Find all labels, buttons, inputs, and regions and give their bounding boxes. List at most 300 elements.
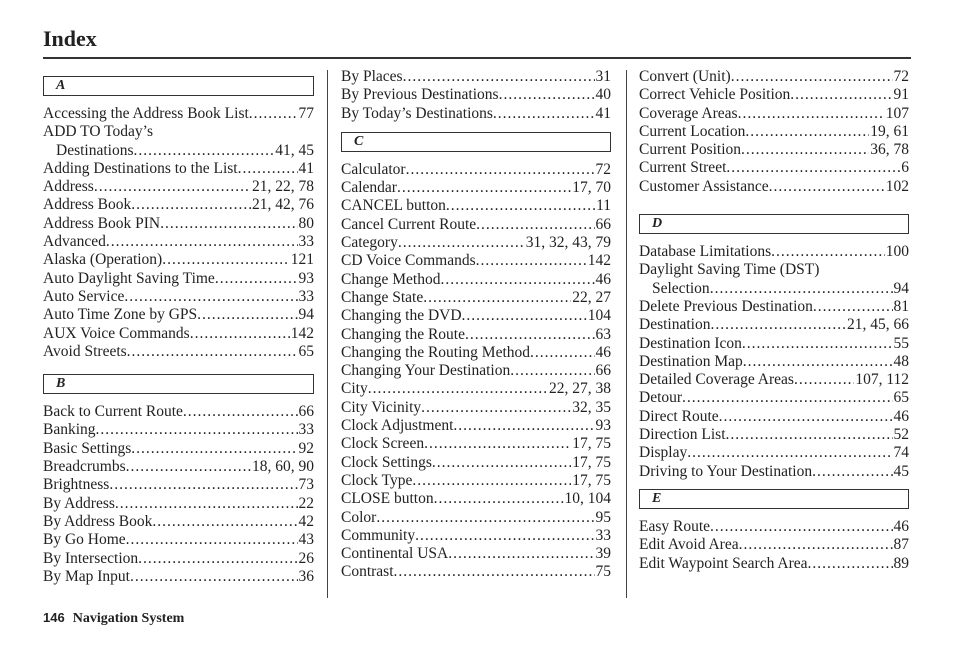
entry-pages: 10, 104 (564, 490, 611, 508)
index-entry (639, 426, 909, 444)
entry-term: Address Book PIN (43, 214, 161, 232)
entry-term: Clock Adjustment (341, 417, 454, 435)
entry-term: Display (639, 444, 688, 462)
entry-term: Direction List (639, 426, 726, 444)
page-title: Index (43, 26, 97, 51)
entry-pages: 121 (290, 251, 314, 269)
entry-term: By Address Book (43, 512, 153, 530)
index-entry (341, 179, 611, 197)
index-entry (639, 68, 909, 86)
dot-leader (741, 141, 869, 159)
dot-leader (162, 251, 290, 269)
entry-term: CLOSE button (341, 490, 434, 508)
entry-term: Clock Screen (341, 435, 425, 453)
section-b-entries (43, 403, 314, 586)
dot-leader (109, 476, 297, 494)
entry-term: Advanced (43, 233, 106, 251)
index-entry (639, 280, 909, 298)
entry-pages: 41 (595, 104, 611, 122)
section-header-d: D (639, 214, 909, 234)
column-divider (327, 70, 328, 598)
index-entry (43, 550, 314, 568)
dot-leader (421, 399, 571, 417)
entry-pages: 36, 78 (870, 141, 909, 159)
entry-pages: 65 (893, 389, 909, 407)
dot-leader (812, 463, 892, 481)
index-entry (43, 343, 314, 361)
entry-term: Back to Current Route (43, 403, 183, 421)
index-entry (43, 495, 314, 513)
entry-term: Community (341, 526, 416, 544)
entry-term: Destinations (56, 141, 134, 159)
section-b-continued-entries (341, 68, 611, 123)
entry-pages: 11 (596, 197, 611, 215)
index-entry (639, 555, 909, 573)
entry-term: Database Limitations (639, 243, 772, 261)
dot-leader (124, 288, 297, 306)
index-entry (341, 435, 611, 453)
dot-leader (739, 536, 893, 554)
entry-pages: 46 (595, 343, 611, 361)
index-entry (341, 197, 611, 215)
entry-pages: 46 (893, 407, 909, 425)
index-entry (341, 161, 611, 179)
index-entry (341, 68, 611, 86)
entry-term: Destination Icon (639, 334, 742, 352)
entry-pages: 36 (298, 567, 314, 585)
index-entry (639, 141, 909, 159)
dot-leader (476, 216, 594, 234)
index-entry (639, 261, 909, 279)
entry-pages: 95 (595, 508, 611, 526)
entry-term: Current Position (639, 141, 742, 159)
section-e-entries (639, 518, 909, 573)
entry-term: ADD TO Today’s (43, 123, 154, 141)
entry-term: Accessing the Address Book List (43, 105, 249, 122)
entry-term: Breadcrumbs (43, 458, 126, 476)
dot-leader (771, 243, 885, 261)
dot-leader (406, 161, 595, 179)
entry-pages: 142 (290, 324, 314, 342)
entry-term: Change Method (341, 270, 441, 288)
entry-term: Auto Daylight Saving Time (43, 269, 215, 287)
dot-leader (794, 371, 854, 389)
dot-leader (813, 298, 893, 316)
entry-pages: 6 (901, 159, 909, 177)
dot-leader (94, 178, 251, 196)
entry-pages: 33 (298, 421, 314, 439)
entry-term: Changing the Routing Method (341, 343, 531, 361)
entry-pages: 22, 27, 38 (549, 380, 611, 398)
dot-leader (424, 435, 571, 453)
entry-pages: 46 (595, 270, 611, 288)
entry-pages: 81 (893, 297, 909, 315)
entry-pages: 22 (298, 494, 314, 512)
entry-term: Customer Assistance (639, 177, 769, 195)
entry-term: Continental USA (341, 545, 449, 563)
dot-leader (448, 545, 594, 563)
entry-pages: 32, 35 (572, 398, 611, 416)
dot-leader (398, 234, 525, 252)
dot-leader (745, 123, 869, 141)
entry-term: By Map Input (43, 567, 130, 585)
entry-pages: 52 (893, 426, 909, 444)
entry-term: Address (43, 178, 94, 196)
index-entry (43, 306, 314, 324)
index-entry (43, 233, 314, 251)
dot-leader (131, 440, 297, 458)
dot-leader (719, 408, 893, 426)
entry-term: Daylight Saving Time (DST) (639, 261, 820, 279)
index-column-2 (341, 68, 611, 582)
index-entry (639, 463, 909, 481)
entry-term: Coverage Areas (639, 104, 738, 122)
index-entry (341, 252, 611, 270)
entry-term: By Address (43, 494, 115, 512)
dot-leader (138, 550, 297, 568)
entry-pages: 73 (298, 476, 314, 494)
dot-leader (190, 325, 290, 343)
dot-leader (397, 179, 571, 197)
entry-term: By Intersection (43, 549, 139, 567)
entry-term: CD Voice Commands (341, 252, 476, 270)
entry-pages: 55 (893, 334, 909, 352)
dot-leader (130, 568, 298, 586)
entry-pages: 21, 42, 76 (252, 196, 314, 214)
entry-pages: 31 (595, 68, 611, 85)
entry-pages: 93 (595, 417, 611, 435)
entry-term: Banking (43, 421, 96, 439)
index-entry (341, 307, 611, 325)
entry-pages: 63 (595, 325, 611, 343)
index-entry (341, 454, 611, 472)
index-entry (43, 403, 314, 421)
entry-term: By Go Home (43, 531, 126, 549)
section-a-entries (43, 105, 314, 361)
entry-pages: 33 (298, 233, 314, 251)
index-entry (341, 271, 611, 289)
entry-term: Easy Route (639, 517, 711, 535)
index-entry (341, 216, 611, 234)
entry-term: Clock Settings (341, 453, 432, 471)
index-entry (43, 251, 314, 269)
index-entry (639, 371, 909, 389)
entry-pages: 92 (298, 439, 314, 457)
entry-term: Change State (341, 288, 424, 306)
dot-leader (115, 495, 298, 513)
entry-pages: 21, 45, 66 (847, 316, 909, 334)
entry-pages: 33 (595, 526, 611, 544)
index-entry (639, 316, 909, 334)
dot-leader (710, 316, 846, 334)
page-footer (43, 610, 184, 627)
section-header-e: E (639, 489, 909, 509)
index-entry (639, 353, 909, 371)
entry-pages: 75 (595, 563, 611, 581)
dot-leader (415, 527, 594, 545)
dot-leader (183, 403, 298, 421)
entry-term: Changing the Route (341, 325, 465, 343)
index-entry (341, 399, 611, 417)
dot-leader (687, 444, 892, 462)
index-entry (43, 421, 314, 439)
dot-leader (790, 86, 892, 104)
entry-term: Changing the DVD (341, 307, 462, 325)
dot-leader (743, 353, 893, 371)
entry-term: By Places (341, 68, 403, 85)
entry-term: Brightness (43, 476, 110, 494)
dot-leader (682, 389, 892, 407)
index-entry (43, 215, 314, 233)
dot-leader (403, 68, 595, 86)
entry-term: Detour (639, 389, 683, 407)
index-entry (639, 298, 909, 316)
index-column-3 (639, 68, 909, 573)
entry-term: Changing Your Destination (341, 362, 511, 380)
dot-leader (738, 105, 885, 123)
entry-term: Destination Map (639, 352, 743, 370)
entry-pages: 89 (893, 554, 909, 572)
entry-term: By Previous Destinations (341, 86, 499, 104)
entry-pages: 72 (893, 68, 909, 85)
index-entry (43, 123, 314, 141)
entry-term: Current Location (639, 122, 746, 140)
entry-term: AUX Voice Commands (43, 324, 190, 342)
section-c-entries (341, 161, 611, 582)
entry-term: CANCEL button (341, 197, 446, 215)
index-entry (341, 86, 611, 104)
index-entry (43, 513, 314, 531)
dot-leader (423, 289, 571, 307)
index-entry (43, 458, 314, 476)
index-entry (341, 289, 611, 307)
index-entry (341, 326, 611, 344)
index-entry (43, 325, 314, 343)
index-entry (341, 509, 611, 527)
entry-term: Correct Vehicle Position (639, 86, 791, 104)
entry-term: Selection (652, 279, 710, 297)
index-entry (341, 234, 611, 252)
entry-term: Auto Service (43, 287, 125, 305)
dot-leader (476, 252, 587, 270)
entry-pages: 104 (587, 307, 611, 325)
dot-leader (731, 68, 893, 86)
index-entry (341, 105, 611, 123)
entry-term: Detailed Coverage Areas (639, 371, 794, 389)
section-d-entries (639, 243, 909, 481)
index-entry (43, 531, 314, 549)
index-column-1 (43, 68, 314, 586)
index-entry (639, 159, 909, 177)
dot-leader (440, 271, 594, 289)
index-entry (639, 123, 909, 141)
index-entry (43, 105, 314, 123)
index-entry (43, 440, 314, 458)
entry-pages: 46 (893, 517, 909, 535)
entry-term: Current Street (639, 159, 727, 177)
entry-term: Calendar (341, 179, 397, 197)
entry-term: Convert (Unit) (639, 68, 731, 85)
dot-leader (530, 344, 594, 362)
dot-leader (808, 555, 893, 573)
dot-leader (126, 531, 298, 549)
index-entry (341, 472, 611, 490)
section-header-a: A (43, 76, 314, 96)
index-entry (341, 362, 611, 380)
entry-pages: 74 (893, 444, 909, 462)
entry-term: Cancel Current Route (341, 215, 477, 233)
entry-pages: 87 (893, 536, 909, 554)
dot-leader (493, 105, 595, 123)
index-entry (43, 142, 314, 160)
dot-leader (465, 326, 595, 344)
entry-pages: 17, 75 (572, 453, 611, 471)
index-entry (639, 335, 909, 353)
entry-pages: 107, 112 (855, 371, 909, 389)
dot-leader (131, 196, 251, 214)
entry-term: Category (341, 234, 398, 252)
entry-pages: 100 (885, 243, 909, 261)
entry-pages: 93 (298, 269, 314, 287)
entry-pages: 19, 61 (870, 122, 909, 140)
footer-label: Navigation System (72, 611, 185, 626)
dot-leader (499, 86, 595, 104)
index-entry (341, 417, 611, 435)
index-entry (43, 270, 314, 288)
index-entry (639, 86, 909, 104)
dot-leader (742, 335, 893, 353)
index-entry (639, 444, 909, 462)
entry-pages: 66 (595, 362, 611, 380)
section-header-c: C (341, 132, 611, 152)
dot-leader (197, 306, 297, 324)
dot-leader (710, 518, 892, 536)
column-divider (626, 70, 627, 598)
dot-leader (726, 426, 893, 444)
section-header-b: B (43, 374, 314, 394)
dot-leader (434, 490, 564, 508)
entry-pages: 21, 22, 78 (252, 178, 314, 196)
index-entry (43, 160, 314, 178)
entry-pages: 17, 70 (572, 179, 611, 197)
entry-pages: 45 (893, 462, 909, 480)
entry-term: Auto Time Zone by GPS (43, 306, 198, 324)
entry-pages: 41, 45 (275, 141, 314, 159)
entry-pages: 41 (298, 159, 314, 177)
dot-leader (238, 160, 298, 178)
entry-pages: 33 (298, 287, 314, 305)
index-entry (639, 518, 909, 536)
entry-term: Basic Settings (43, 439, 132, 457)
entry-pages: 94 (298, 306, 314, 324)
entry-term: Destination (639, 316, 711, 334)
entry-term: Driving to Your Destination (639, 462, 813, 480)
index-entry (43, 288, 314, 306)
index-entry (639, 408, 909, 426)
section-c-continued-entries (639, 68, 909, 196)
index-entry (639, 178, 909, 196)
dot-leader (249, 105, 298, 123)
entry-term: City Vicinity (341, 398, 422, 416)
index-entry (43, 196, 314, 214)
dot-leader (394, 563, 595, 581)
entry-pages: 80 (298, 214, 314, 232)
entry-term: Clock Type (341, 471, 413, 489)
entry-term: Adding Destinations to the List (43, 159, 238, 177)
index-entry (341, 490, 611, 508)
dot-leader (446, 197, 595, 215)
dot-leader (510, 362, 594, 380)
entry-pages: 94 (893, 279, 909, 297)
entry-pages: 77 (298, 105, 314, 122)
entry-pages: 142 (587, 252, 611, 270)
dot-leader (462, 307, 587, 325)
dot-leader (96, 421, 298, 439)
index-entry (341, 545, 611, 563)
dot-leader (710, 280, 893, 298)
index-entry (43, 476, 314, 494)
entry-term: Direct Route (639, 407, 719, 425)
entry-pages: 91 (893, 86, 909, 104)
page-number: 146 (43, 610, 65, 625)
entry-pages: 18, 60, 90 (252, 458, 314, 476)
dot-leader (368, 380, 548, 398)
entry-pages: 107 (885, 104, 909, 122)
index-entry (341, 527, 611, 545)
entry-term: Calculator (341, 160, 406, 178)
index-entry (341, 344, 611, 362)
entry-term: Alaska (Operation) (43, 251, 163, 269)
dot-leader (453, 417, 594, 435)
index-entry (639, 536, 909, 554)
entry-pages: 66 (298, 403, 314, 421)
entry-pages: 40 (595, 86, 611, 104)
entry-pages: 72 (595, 160, 611, 178)
entry-term: Address Book (43, 196, 132, 214)
dot-leader (127, 343, 298, 361)
dot-leader (106, 233, 298, 251)
entry-term: Contrast (341, 563, 394, 581)
index-entry (341, 380, 611, 398)
entry-term: Avoid Streets (43, 342, 127, 360)
dot-leader (412, 472, 571, 490)
entry-pages: 102 (885, 177, 909, 195)
dot-leader (726, 159, 900, 177)
entry-pages: 31, 32, 43, 79 (525, 234, 611, 252)
entry-pages: 43 (298, 531, 314, 549)
entry-pages: 26 (298, 549, 314, 567)
entry-term: Edit Waypoint Search Area (639, 554, 808, 572)
entry-term: By Today’s Destinations (341, 104, 493, 122)
index-entry (639, 243, 909, 261)
dot-leader (126, 458, 251, 476)
entry-pages: 42 (298, 512, 314, 530)
entry-pages: 22, 27 (572, 288, 611, 306)
entry-term: Delete Previous Destination (639, 297, 813, 315)
dot-leader (152, 513, 297, 531)
entry-term: City (341, 380, 368, 398)
index-entry (43, 568, 314, 586)
entry-pages: 48 (893, 352, 909, 370)
entry-pages: 39 (595, 545, 611, 563)
entry-term: Color (341, 508, 377, 526)
entry-pages: 66 (595, 215, 611, 233)
index-entry (639, 105, 909, 123)
entry-term: Edit Avoid Area (639, 536, 739, 554)
index-entry (43, 178, 314, 196)
title-rule (43, 57, 911, 59)
index-entry (341, 563, 611, 581)
